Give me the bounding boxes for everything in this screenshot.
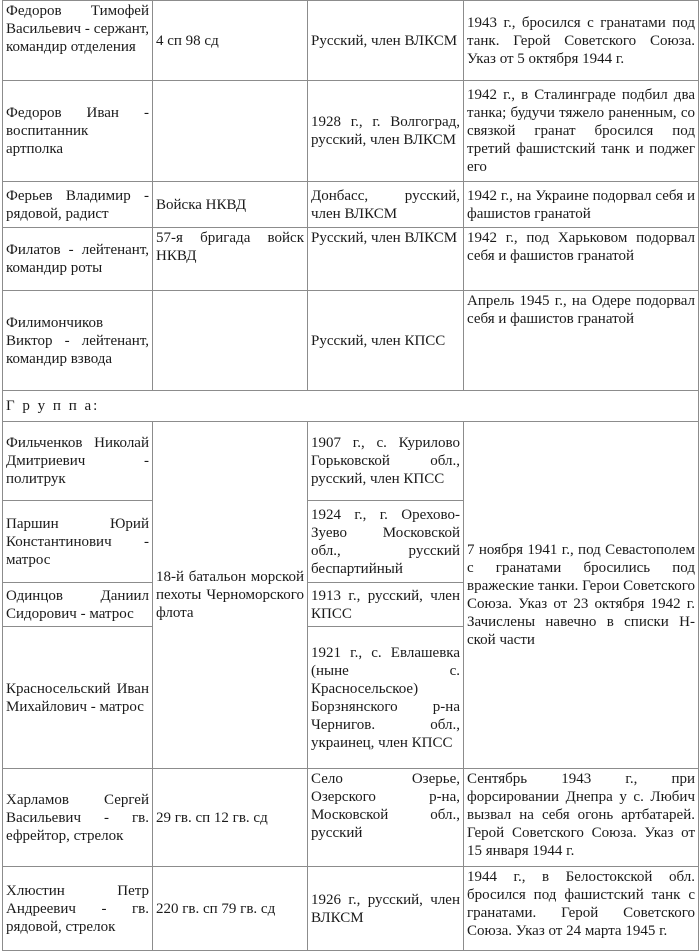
origin-cell: Русский, член КПСС [308, 291, 464, 391]
feat-cell: Апрель 1945 г., на Одере подорвал себя и фашистов гранатой [464, 291, 699, 391]
feat-cell: Сентябрь 1943 г., при форсировании Днепра у с. Любич вызвал на себя огонь артбатарей. Герой Советского Союза. Указ от 15 января 1944 г. [464, 769, 699, 867]
name-cell: Федоров Иван - воспитанник артполка [3, 81, 153, 182]
origin-cell: 1924 г., г. Орехово-Зуево Московской обл., русский беспартийный [308, 501, 464, 583]
group-label: Г р у п п а: [3, 391, 699, 422]
name-cell: Федоров Тимофей Васильевич - сержант, командир отделения [3, 1, 153, 81]
table-row [3, 81, 699, 182]
table-row [3, 769, 699, 867]
feat-cell: 1944 г., в Белостокской обл. бросился под фашистский танк с гранатами. Герой Советского Союза. Указ от 24 марта 1945 г. [464, 867, 699, 951]
feat-cell: 1942 г., в Сталинграде подбил два танка; будучи тяжело раненным, со связкой гранат бросился под третий фашистский танк и поджег его [464, 81, 699, 182]
name-cell: Харламов Сергей Васильевич - гв. ефрейтор, стрелок [3, 769, 153, 867]
unit-cell: 29 гв. сп 12 гв. сд [153, 769, 308, 867]
feat-cell: 1943 г., бросился с гранатами под танк. Герой Советского Союза. Указ от 5 октября 1944 г. [464, 1, 699, 81]
name-cell: Филатов - лейтенант, командир роты [3, 228, 153, 291]
origin-cell: 1921 г., с. Евлашевка (ныне с. Красносельское) Борзнянского р-на Чернигов. обл., украинец, член КПСС [308, 627, 464, 769]
name-cell: Фильченков Николай Дмитриевич - политрук [3, 422, 153, 501]
origin-cell: Русский, член ВЛКСМ [308, 228, 464, 291]
unit-cell: Войска НКВД [153, 182, 308, 228]
table-row [3, 422, 699, 501]
heroes-table [2, 0, 699, 951]
table-row [3, 867, 699, 951]
unit-cell: 4 сп 98 сд [153, 1, 308, 81]
name-cell: Филимончиков Виктор - лейтенант, командир взвода [3, 291, 153, 391]
group-unit-cell: 18-й батальон морской пехоты Черноморского флота [153, 422, 308, 769]
name-cell: Одинцов Даниил Сидорович - матрос [3, 583, 153, 627]
origin-cell: 1928 г., г. Волгоград, русский, член ВЛКСМ [308, 81, 464, 182]
origin-cell: 1926 г., русский, член ВЛКСМ [308, 867, 464, 951]
unit-cell: 220 гв. сп 79 гв. сд [153, 867, 308, 951]
table-row [3, 291, 699, 391]
name-cell: Ферьев Владимир - рядовой, радист [3, 182, 153, 228]
origin-cell: Село Озерье, Озерского р-на, Московской обл., русский [308, 769, 464, 867]
origin-cell: Донбасс, русский, член ВЛКСМ [308, 182, 464, 228]
unit-cell [153, 291, 308, 391]
origin-cell: 1907 г., с. Курилово Горьковской обл., русский, член КПСС [308, 422, 464, 501]
origin-cell: 1913 г., русский, член КПСС [308, 583, 464, 627]
origin-cell: Русский, член ВЛКСМ [308, 1, 464, 81]
name-cell: Паршин Юрий Константинович - матрос [3, 501, 153, 583]
group-header-row [3, 391, 699, 422]
unit-cell [153, 81, 308, 182]
table-row [3, 1, 699, 81]
unit-cell: 57-я бригада войск НКВД [153, 228, 308, 291]
table-row [3, 228, 699, 291]
group-feat-cell: 7 ноября 1941 г., под Севастополем с гранатами бросились под вражеские танки. Герои Советского Союза. Указ от 23 октября 1942 г. Зачислены навечно в списки Н-ской части [464, 422, 699, 769]
name-cell: Хлюстин Петр Андреевич - гв. рядовой, стрелок [3, 867, 153, 951]
name-cell: Красносельский Иван Михайлович - матрос [3, 627, 153, 769]
table-row [3, 182, 699, 228]
feat-cell: 1942 г., под Харьковом подорвал себя и фашистов гранатой [464, 228, 699, 291]
feat-cell: 1942 г., на Украине подорвал себя и фашистов гранатой [464, 182, 699, 228]
